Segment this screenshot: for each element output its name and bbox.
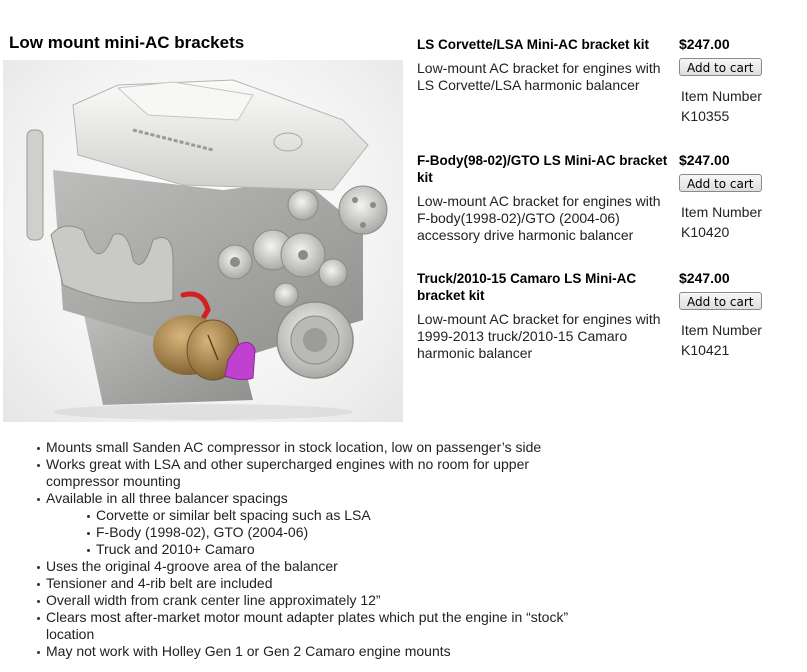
item-number-label: Item Number	[681, 322, 762, 338]
feature-item: May not work with Holley Gen 1 or Gen 2 Camaro engine mounts	[36, 643, 596, 660]
item-number: K10421	[681, 342, 730, 358]
product-description: Low-mount AC bracket for engines with LS Corvette/LSA harmonic balancer	[417, 60, 661, 93]
feature-item: Mounts small Sanden AC compressor in stock location, low on passenger’s side	[36, 439, 596, 456]
feature-item: Overall width from crank center line approximately 12”	[36, 592, 596, 609]
product-price: $247.00	[679, 270, 730, 286]
feature-item: Clears most after-market motor mount adapter plates which put the engine in “stock” location	[36, 609, 596, 643]
product-title[interactable]: Truck/2010-15 Camaro LS Mini-AC bracket kit	[417, 271, 637, 303]
balancer-spacing-list	[46, 507, 596, 558]
product-description: Low-mount AC bracket for engines with F-body(1998-02)/GTO (2004-06) accessory drive harmonic balancer	[417, 193, 661, 243]
feature-list	[36, 439, 596, 660]
spacing-item: F-Body (1998-02), GTO (2004-06)	[86, 524, 596, 541]
feature-item: Tensioner and 4-rib belt are included	[36, 575, 596, 592]
item-number: K10355	[681, 108, 730, 124]
product-description: Low-mount AC bracket for engines with 1999-2013 truck/2010-15 Camaro harmonic balancer	[417, 311, 661, 361]
product-title[interactable]: LS Corvette/LSA Mini-AC bracket kit	[417, 37, 650, 52]
add-to-cart-button[interactable]: Add to cart	[679, 58, 762, 76]
engine-product-image	[3, 60, 403, 422]
product-title[interactable]: F-Body(98-02)/GTO LS Mini-AC bracket kit	[417, 153, 668, 185]
item-number-label: Item Number	[681, 88, 762, 104]
spacing-item: Truck and 2010+ Camaro	[86, 541, 596, 558]
engine-illustration	[3, 60, 403, 422]
product-price: $247.00	[679, 36, 730, 52]
page-title: Low mount mini-AC brackets	[9, 33, 245, 52]
feature-item	[36, 490, 596, 558]
spacing-item: Corvette or similar belt spacing such as LSA	[86, 507, 596, 524]
feature-item: Uses the original 4-groove area of the balancer	[36, 558, 596, 575]
product-price: $247.00	[679, 152, 730, 168]
feature-item-text: Available in all three balancer spacings	[46, 490, 288, 506]
feature-item: Works great with LSA and other supercharged engines with no room for upper compressor mounting	[36, 456, 596, 490]
add-to-cart-button[interactable]: Add to cart	[679, 174, 762, 192]
add-to-cart-button[interactable]: Add to cart	[679, 292, 762, 310]
item-number-label: Item Number	[681, 204, 762, 220]
item-number: K10420	[681, 224, 730, 240]
